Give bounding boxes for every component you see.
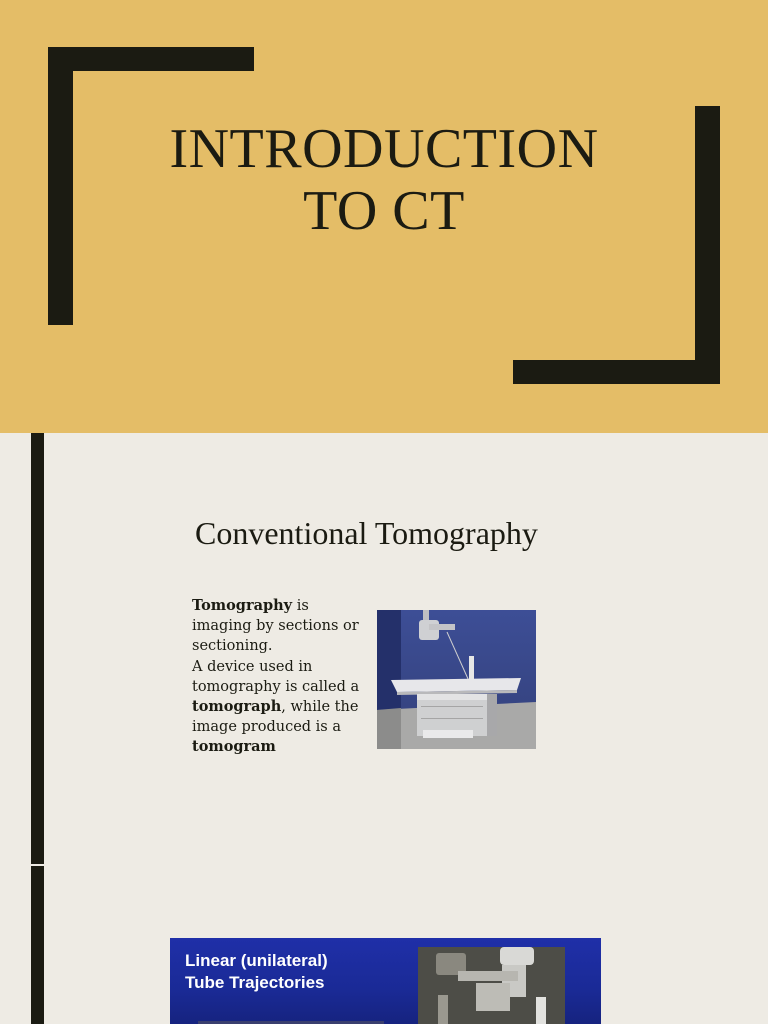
term-tomograph: tomograph [192,698,282,716]
caption-line-2: Tube Trajectories [185,973,325,992]
term-tomography: Tomography [192,597,293,614]
frame-bottom-right-horizontal [513,360,720,384]
left-accent-bar-upper [31,433,44,864]
xray-table-photo [377,610,536,749]
ct-gantry-photo [418,947,565,1024]
paragraph-text-1: is imaging by sections or sectioning. [192,598,359,655]
content-slide [0,433,768,1024]
tube-trajectories-slide-preview [170,938,601,1024]
definition-paragraph [192,596,367,758]
caption-line-1: Linear (unilateral) [185,951,328,970]
tube-trajectories-caption [185,950,328,994]
slide-heading: Conventional Tomography [195,515,538,551]
title-line-1: INTRODUCTION [169,118,599,180]
paragraph-text-3: , while the image produced is a [192,699,359,736]
title-line-2: TO CT [303,180,465,242]
left-accent-bar-lower [31,866,44,1024]
title-slide [0,0,768,433]
frame-top-left-horizontal [48,47,254,71]
term-tomogram: tomogram [192,738,276,756]
paragraph-text-2: A device used in tomography is called a [192,658,360,695]
slide-title [0,118,768,242]
